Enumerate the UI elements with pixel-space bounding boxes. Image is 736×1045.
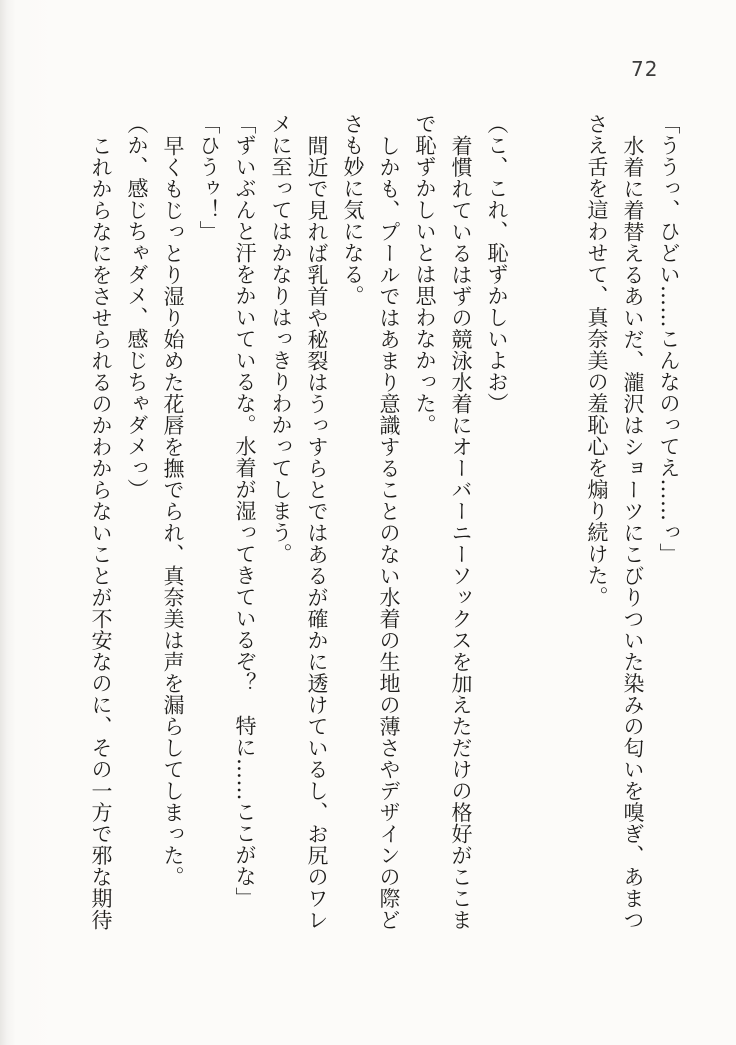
text-line-continuation: メに至ってはかなりはっきりわかってしまう。 <box>269 113 293 565</box>
text-line-paragraph: しかも、プールではあまり意識することのない水着の生地の薄さやデザインの際ど <box>377 135 401 931</box>
text-line-thought: （こ、これ、恥ずかしいよお） <box>485 113 509 414</box>
page-number: 72 <box>631 57 659 81</box>
text-line-thought: （か、感じちゃダメ、感じちゃダメっ） <box>125 113 149 500</box>
text-block <box>83 113 687 931</box>
text-line-paragraph: これからなにをさせられるのかわからないことが不安なのに、その一方で邪な期待 <box>89 135 113 931</box>
text-line-continuation: さえ舌を這わせて、真奈美の羞恥心を煽り続けた。 <box>585 113 609 608</box>
text-line-paragraph: 着慣れているはずの競泳水着にオーバーニーソックスを加えただけの格好がここま <box>449 135 473 931</box>
text-line-continuation: さも妙に気になる。 <box>341 113 365 307</box>
text-line-paragraph: 間近で見れば乳首や秘裂はうっすらとではあるが確かに透けているし、お尻のワレ <box>305 135 329 931</box>
text-line-dialogue: 「ずいぶんと汗をかいているな。水着が湿ってきているぞ？ 特に……ここがな」 <box>233 113 257 909</box>
text-line-continuation: で恥ずかしいとは思わなかった。 <box>413 113 437 436</box>
text-line-paragraph: 早くもじっとり湿り始めた花唇を撫でられ、真奈美は声を漏らしてしまった。 <box>161 135 185 888</box>
text-line-dialogue: 「ううっ、ひどい……こんなのってえ……っ」 <box>657 113 681 565</box>
text-line-dialogue: 「ひうゥ！」 <box>197 113 221 242</box>
text-line-paragraph: 水着に着替えるあいだ、瀧沢はショーツにこびりついた染みの匂いを嗅ぎ、あまつ <box>621 135 645 931</box>
